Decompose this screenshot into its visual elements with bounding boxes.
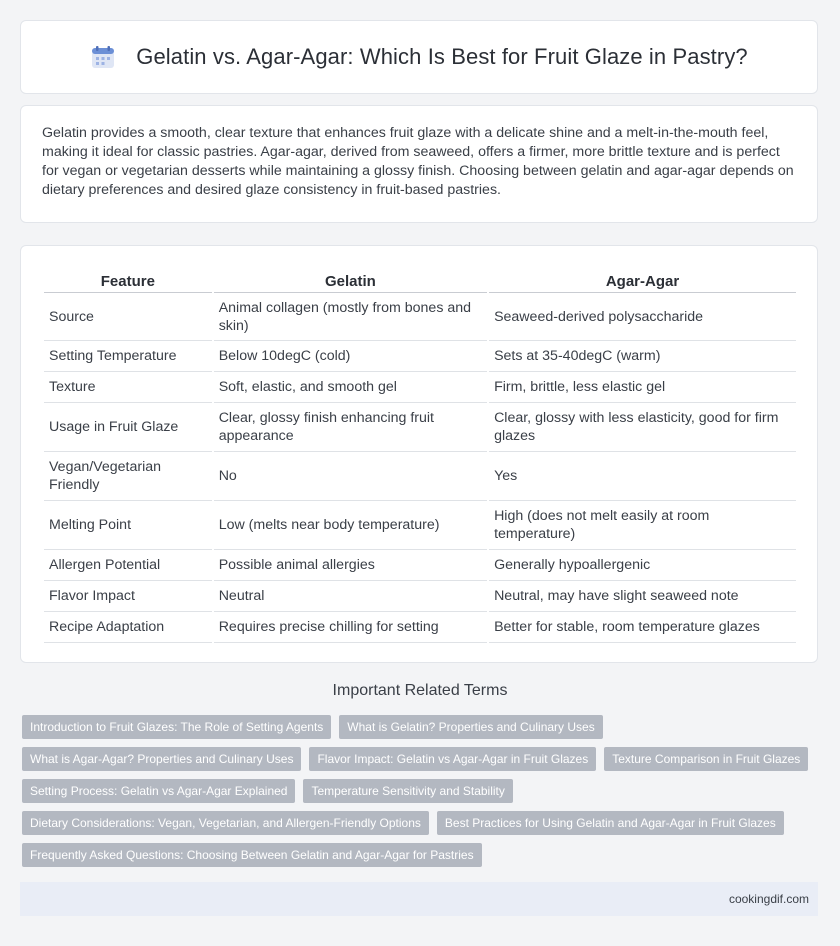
table-cell: Clear, glossy with less elasticity, good for firm glazes [489, 403, 796, 452]
table-cell: Animal collagen (mostly from bones and skin) [214, 293, 487, 341]
table-cell: Vegan/Vegetarian Friendly [44, 452, 212, 501]
table-cell: Usage in Fruit Glaze [44, 403, 212, 452]
related-term-link[interactable]: Setting Process: Gelatin vs Agar-Agar Explained [22, 779, 295, 803]
table-cell: Allergen Potential [44, 550, 212, 581]
table-cell: Seaweed-derived polysaccharide [489, 293, 796, 341]
table-cell: Flavor Impact [44, 581, 212, 612]
table-cell: Firm, brittle, less elastic gel [489, 372, 796, 403]
table-cell: Below 10degC (cold) [214, 341, 487, 372]
related-terms-list [22, 715, 818, 875]
related-term-link[interactable]: Texture Comparison in Fruit Glazes [604, 747, 808, 771]
page-footer [20, 882, 818, 916]
table-cell: Soft, elastic, and smooth gel [214, 372, 487, 403]
related-term-link[interactable]: Flavor Impact: Gelatin vs Agar-Agar in Fruit Glazes [309, 747, 596, 771]
table-cell: Neutral [214, 581, 487, 612]
related-term-link[interactable]: Dietary Considerations: Vegan, Vegetarian, and Allergen-Friendly Options [22, 811, 429, 835]
related-term-link[interactable]: Frequently Asked Questions: Choosing Between Gelatin and Agar-Agar for Pastries [22, 843, 482, 867]
table-row [44, 403, 796, 452]
table-cell: Melting Point [44, 501, 212, 550]
table-cell: Texture [44, 372, 212, 403]
table-row [44, 293, 796, 341]
table-cell: Source [44, 293, 212, 341]
table-header-row [44, 264, 796, 293]
table-cell: Requires precise chilling for setting [214, 612, 487, 643]
table-cell: Generally hypoallergenic [489, 550, 796, 581]
intro-text: Gelatin provides a smooth, clear texture that enhances fruit glaze with a delicate shine and a melt-in-the-mouth feel, making it ideal for classic pastries. Agar-agar, derived from seaweed, offers a firmer, more brittle texture and is perfect for vegan or vegetarian desserts while maintaining a glossy finish. Choosing between gelatin and agar-agar depends on dietary preferences and desired glaze consistency in fruit-based pastries. [42, 125, 794, 198]
table-cell: Possible animal allergies [214, 550, 487, 581]
calendar-icon [90, 44, 116, 70]
table-row [44, 341, 796, 372]
comparison-table [42, 264, 798, 643]
page-header [20, 20, 818, 94]
related-term-link[interactable]: Introduction to Fruit Glazes: The Role of Setting Agents [22, 715, 331, 739]
table-header-agar: Agar-Agar [489, 264, 796, 293]
table-row [44, 550, 796, 581]
table-row [44, 372, 796, 403]
table-cell: Low (melts near body temperature) [214, 501, 487, 550]
table-header-gelatin: Gelatin [214, 264, 487, 293]
footer-site-link[interactable]: cookingdif.com [728, 892, 809, 906]
related-term-link[interactable]: Best Practices for Using Gelatin and Agar-Agar in Fruit Glazes [437, 811, 784, 835]
intro-section [20, 105, 818, 223]
table-header-feature: Feature [44, 264, 212, 293]
table-row [44, 612, 796, 643]
table-cell: Yes [489, 452, 796, 501]
related-term-link[interactable]: Temperature Sensitivity and Stability [303, 779, 512, 803]
table-cell: Clear, glossy finish enhancing fruit appearance [214, 403, 487, 452]
table-row [44, 501, 796, 550]
table-row [44, 581, 796, 612]
related-term-link[interactable]: What is Gelatin? Properties and Culinary Uses [339, 715, 602, 739]
table-row [44, 452, 796, 501]
comparison-table-card [20, 245, 818, 663]
table-cell: Sets at 35-40degC (warm) [489, 341, 796, 372]
related-term-link[interactable]: What is Agar-Agar? Properties and Culinary Uses [22, 747, 301, 771]
related-terms-title: Important Related Terms [332, 682, 508, 699]
table-cell: High (does not melt easily at room temperature) [489, 501, 796, 550]
table-cell: Better for stable, room temperature glazes [489, 612, 796, 643]
table-cell: No [214, 452, 487, 501]
table-cell: Recipe Adaptation [44, 612, 212, 643]
table-cell: Neutral, may have slight seaweed note [489, 581, 796, 612]
table-cell: Setting Temperature [44, 341, 212, 372]
page-title: Gelatin vs. Agar-Agar: Which Is Best for Fruit Glaze in Pastry? [136, 44, 748, 69]
